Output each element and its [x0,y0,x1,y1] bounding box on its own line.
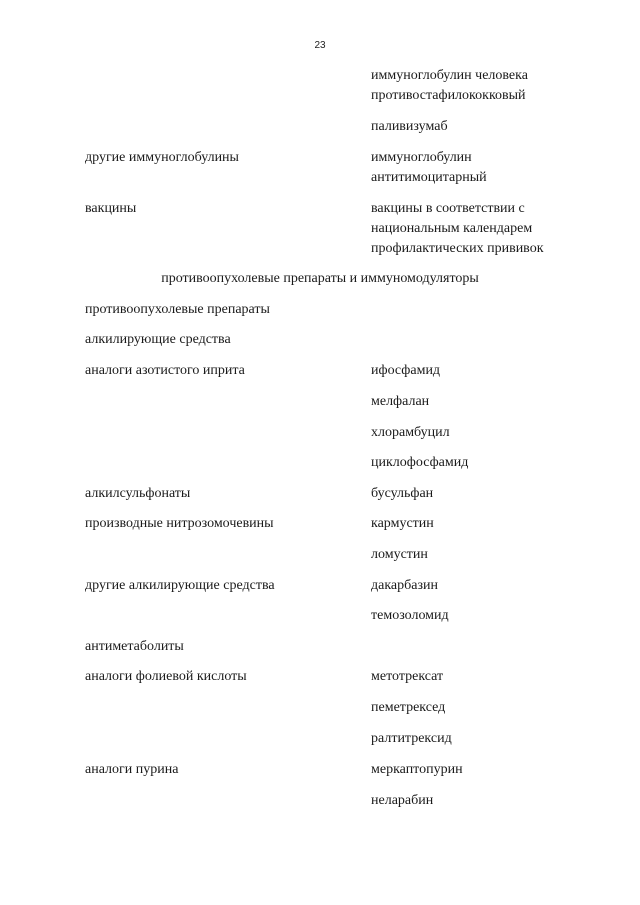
group-name: другие алкилирующие средства [85,578,275,593]
drug-name: пеметрексед [371,700,446,715]
drug-name: профилактических прививок [371,241,544,256]
group-name: противоопухолевые препараты [85,302,270,317]
drug-name: паливизумаб [371,119,448,134]
section-heading: противоопухолевые препараты и иммуномодуляторы [161,271,479,286]
drug-name: иммуноглобулин [371,150,472,165]
drug-name: дакарбазин [371,578,438,593]
drug-name: ифосфамид [371,363,441,378]
group-name: алкилирующие средства [85,332,231,347]
drug-name: темозоломид [371,608,449,623]
drug-name: метотрексат [371,669,444,684]
group-name: производные нитрозомочевины [85,516,274,531]
group-name: аналоги азотистого иприта [85,363,245,378]
drug-name: противостафилококковый [371,88,526,103]
drug-name: иммуноглобулин человека [371,68,528,83]
group-name: аналоги фолиевой кислоты [85,669,247,684]
drug-name: национальным календарем [371,221,533,236]
page-number: 23 [314,40,326,51]
drug-name: неларабин [371,793,434,808]
drug-name: меркаптопурин [371,762,463,777]
group-name: алкилсульфонаты [85,486,191,501]
drug-name: циклофосфамид [371,455,469,470]
drug-name: антитимоцитарный [371,170,487,185]
drug-name: вакцины в соответствии с [371,201,525,216]
group-name: аналоги пурина [85,762,179,777]
group-name: вакцины [85,201,137,216]
drug-name: ралтитрексид [371,731,452,746]
group-name: другие иммуноглобулины [85,150,239,165]
drug-name: мелфалан [371,394,430,409]
group-name: антиметаболиты [85,639,184,654]
drug-name: хлорамбуцил [371,425,450,440]
drug-name: бусульфан [371,486,434,501]
drug-name: кармустин [371,516,434,531]
drug-name: ломустин [371,547,428,562]
